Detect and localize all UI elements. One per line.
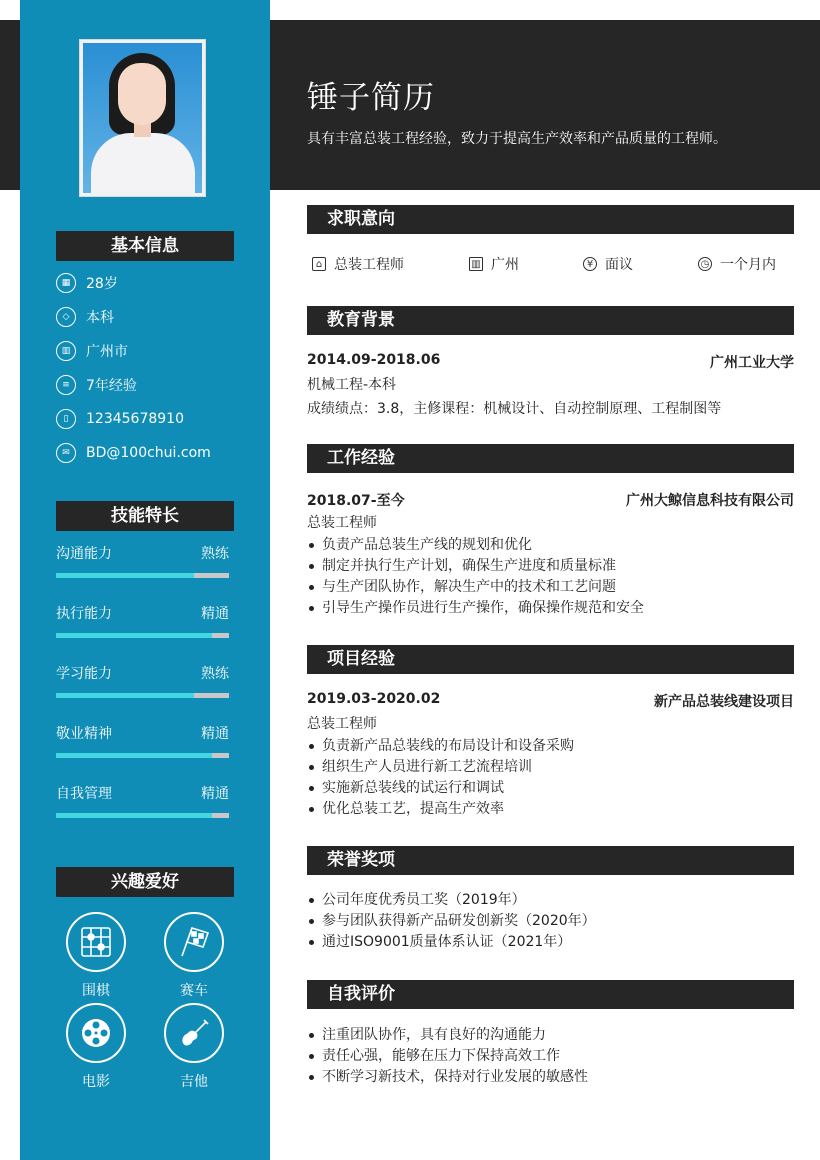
hobby-label: 围棋 — [82, 983, 110, 999]
go-board-icon — [66, 912, 126, 972]
hobby-movie — [51, 1003, 141, 1091]
job-intent-row — [307, 254, 794, 274]
education-period: 2014.09-2018.06 — [307, 352, 441, 368]
list-item: 实施新总装线的试运行和调试 — [307, 778, 794, 799]
skill-bar — [56, 693, 229, 698]
skill-level: 熟练 — [201, 666, 229, 682]
hobby-label: 吉他 — [180, 1074, 208, 1090]
yen-icon: ¥ — [583, 257, 597, 271]
education-major — [307, 374, 794, 394]
work-role-text: 总装工程师 — [307, 515, 377, 531]
skill-item — [56, 723, 229, 758]
skill-level: 精通 — [201, 786, 229, 802]
calendar-icon: ▦ — [56, 273, 76, 293]
skills-heading: 技能特长 — [56, 501, 234, 531]
hobby-label: 赛车 — [180, 983, 208, 999]
info-email — [56, 442, 211, 464]
self-eval-heading: 自我评价 — [307, 980, 794, 1009]
portrait-image — [83, 43, 202, 193]
hobbies-heading: 兴趣爱好 — [56, 867, 234, 897]
mail-icon: ✉ — [56, 443, 76, 463]
list-item: 公司年度优秀员工奖（2019年） — [307, 890, 794, 911]
skill-item — [56, 603, 229, 638]
skill-name: 自我管理 — [56, 786, 112, 802]
hobby-guitar — [149, 1003, 239, 1091]
project-duties — [307, 736, 794, 820]
skill-bar — [56, 753, 229, 758]
list-item: 责任心强，能够在压力下保持高效工作 — [307, 1046, 794, 1067]
clock-icon: ◷ — [698, 257, 712, 271]
tie-icon: ⌂ — [312, 257, 326, 271]
project-period: 2019.03-2020.02 — [307, 691, 441, 707]
work-duties — [307, 535, 794, 619]
education-detail — [307, 398, 794, 418]
honors-list — [307, 890, 794, 953]
skill-item — [56, 663, 229, 698]
job-position-value: 总装工程师 — [334, 257, 404, 273]
work-heading: 工作经验 — [307, 444, 794, 473]
guitar-icon — [164, 1003, 224, 1063]
job-salary — [583, 254, 633, 274]
hobby-label: 电影 — [82, 1074, 110, 1090]
project-name: 新产品总装线建设项目 — [654, 694, 794, 710]
work-header-row — [307, 490, 794, 510]
job-availability — [698, 254, 776, 274]
film-reel-icon — [66, 1003, 126, 1063]
project-header-row — [307, 691, 794, 711]
info-phone — [56, 408, 184, 430]
skill-name: 执行能力 — [56, 606, 112, 622]
project-heading: 项目经验 — [307, 645, 794, 674]
honors-heading: 荣誉奖项 — [307, 846, 794, 875]
list-item: 引导生产操作员进行生产操作，确保操作规范和安全 — [307, 598, 794, 619]
project-role-text: 总装工程师 — [307, 716, 377, 732]
work-period: 2018.07-至今 — [307, 493, 405, 509]
job-intent-heading: 求职意向 — [307, 205, 794, 234]
info-degree-value: 本科 — [86, 310, 114, 326]
info-degree — [56, 306, 114, 328]
list-item: 负责产品总装生产线的规划和优化 — [307, 535, 794, 556]
basic-info-heading: 基本信息 — [56, 231, 234, 261]
phone-icon: ▯ — [56, 409, 76, 429]
job-position — [312, 254, 404, 274]
list-item: 组织生产人员进行新工艺流程培训 — [307, 757, 794, 778]
education-heading: 教育背景 — [307, 306, 794, 335]
skill-level: 熟练 — [201, 546, 229, 562]
list-item: 通过ISO9001质量体系认证（2021年） — [307, 932, 794, 953]
skill-fill — [56, 693, 194, 698]
skill-fill — [56, 813, 212, 818]
building-icon: ▥ — [469, 257, 483, 271]
skill-bar — [56, 813, 229, 818]
job-salary-value: 面议 — [605, 257, 633, 273]
resume-subtitle: 具有丰富总装工程经验，致力于提高生产效率和产品质量的工程师。 — [307, 131, 727, 147]
info-experience-value: 7年经验 — [86, 378, 137, 394]
skill-bar — [56, 633, 229, 638]
hobby-racing — [149, 912, 239, 1000]
racing-flag-icon — [164, 912, 224, 972]
self-eval-list — [307, 1025, 794, 1088]
list-item: 与生产团队协作，解决生产中的技术和工艺问题 — [307, 577, 794, 598]
skill-fill — [56, 573, 194, 578]
list-item: 注重团队协作，具有良好的沟通能力 — [307, 1025, 794, 1046]
education-detail-text: 成绩绩点：3.8，主修课程：机械设计、自动控制原理、工程制图等 — [307, 401, 722, 417]
info-email-value: BD@100chui.com — [86, 445, 211, 461]
skill-item — [56, 543, 229, 578]
list-item: 优化总装工艺，提高生产效率 — [307, 799, 794, 820]
job-availability-value: 一个月内 — [720, 257, 776, 273]
work-role — [307, 512, 794, 532]
document-icon: ≡ — [56, 375, 76, 395]
education-major-text: 机械工程-本科 — [307, 377, 397, 393]
info-city — [56, 340, 128, 362]
info-phone-value: 12345678910 — [86, 411, 184, 427]
project-role — [307, 713, 794, 733]
job-city — [469, 254, 519, 274]
info-age-value: 28岁 — [86, 276, 118, 292]
skill-level: 精通 — [201, 726, 229, 742]
job-city-value: 广州 — [491, 257, 519, 273]
education-header-row — [307, 352, 794, 372]
education-school: 广州工业大学 — [710, 355, 794, 371]
info-age — [56, 272, 118, 294]
skill-name: 学习能力 — [56, 666, 112, 682]
info-experience — [56, 374, 137, 396]
building-icon: ▥ — [56, 341, 76, 361]
work-company: 广州大鲸信息科技有限公司 — [626, 493, 794, 509]
skill-item — [56, 783, 229, 818]
hobby-go — [51, 912, 141, 1000]
skill-name: 沟通能力 — [56, 546, 112, 562]
skill-bar — [56, 573, 229, 578]
list-item: 负责新产品总装线的布局设计和设备采购 — [307, 736, 794, 757]
skill-name: 敬业精神 — [56, 726, 112, 742]
list-item: 参与团队获得新产品研发创新奖（2020年） — [307, 911, 794, 932]
list-item: 不断学习新技术，保持对行业发展的敏感性 — [307, 1067, 794, 1088]
resume-title: 锤子简历 — [307, 80, 435, 116]
skill-level: 精通 — [201, 606, 229, 622]
profile-photo — [79, 39, 206, 197]
info-city-value: 广州市 — [86, 344, 128, 360]
graduation-cap-icon: ◇ — [56, 307, 76, 327]
skill-fill — [56, 753, 212, 758]
list-item: 制定并执行生产计划，确保生产进度和质量标准 — [307, 556, 794, 577]
skill-fill — [56, 633, 212, 638]
